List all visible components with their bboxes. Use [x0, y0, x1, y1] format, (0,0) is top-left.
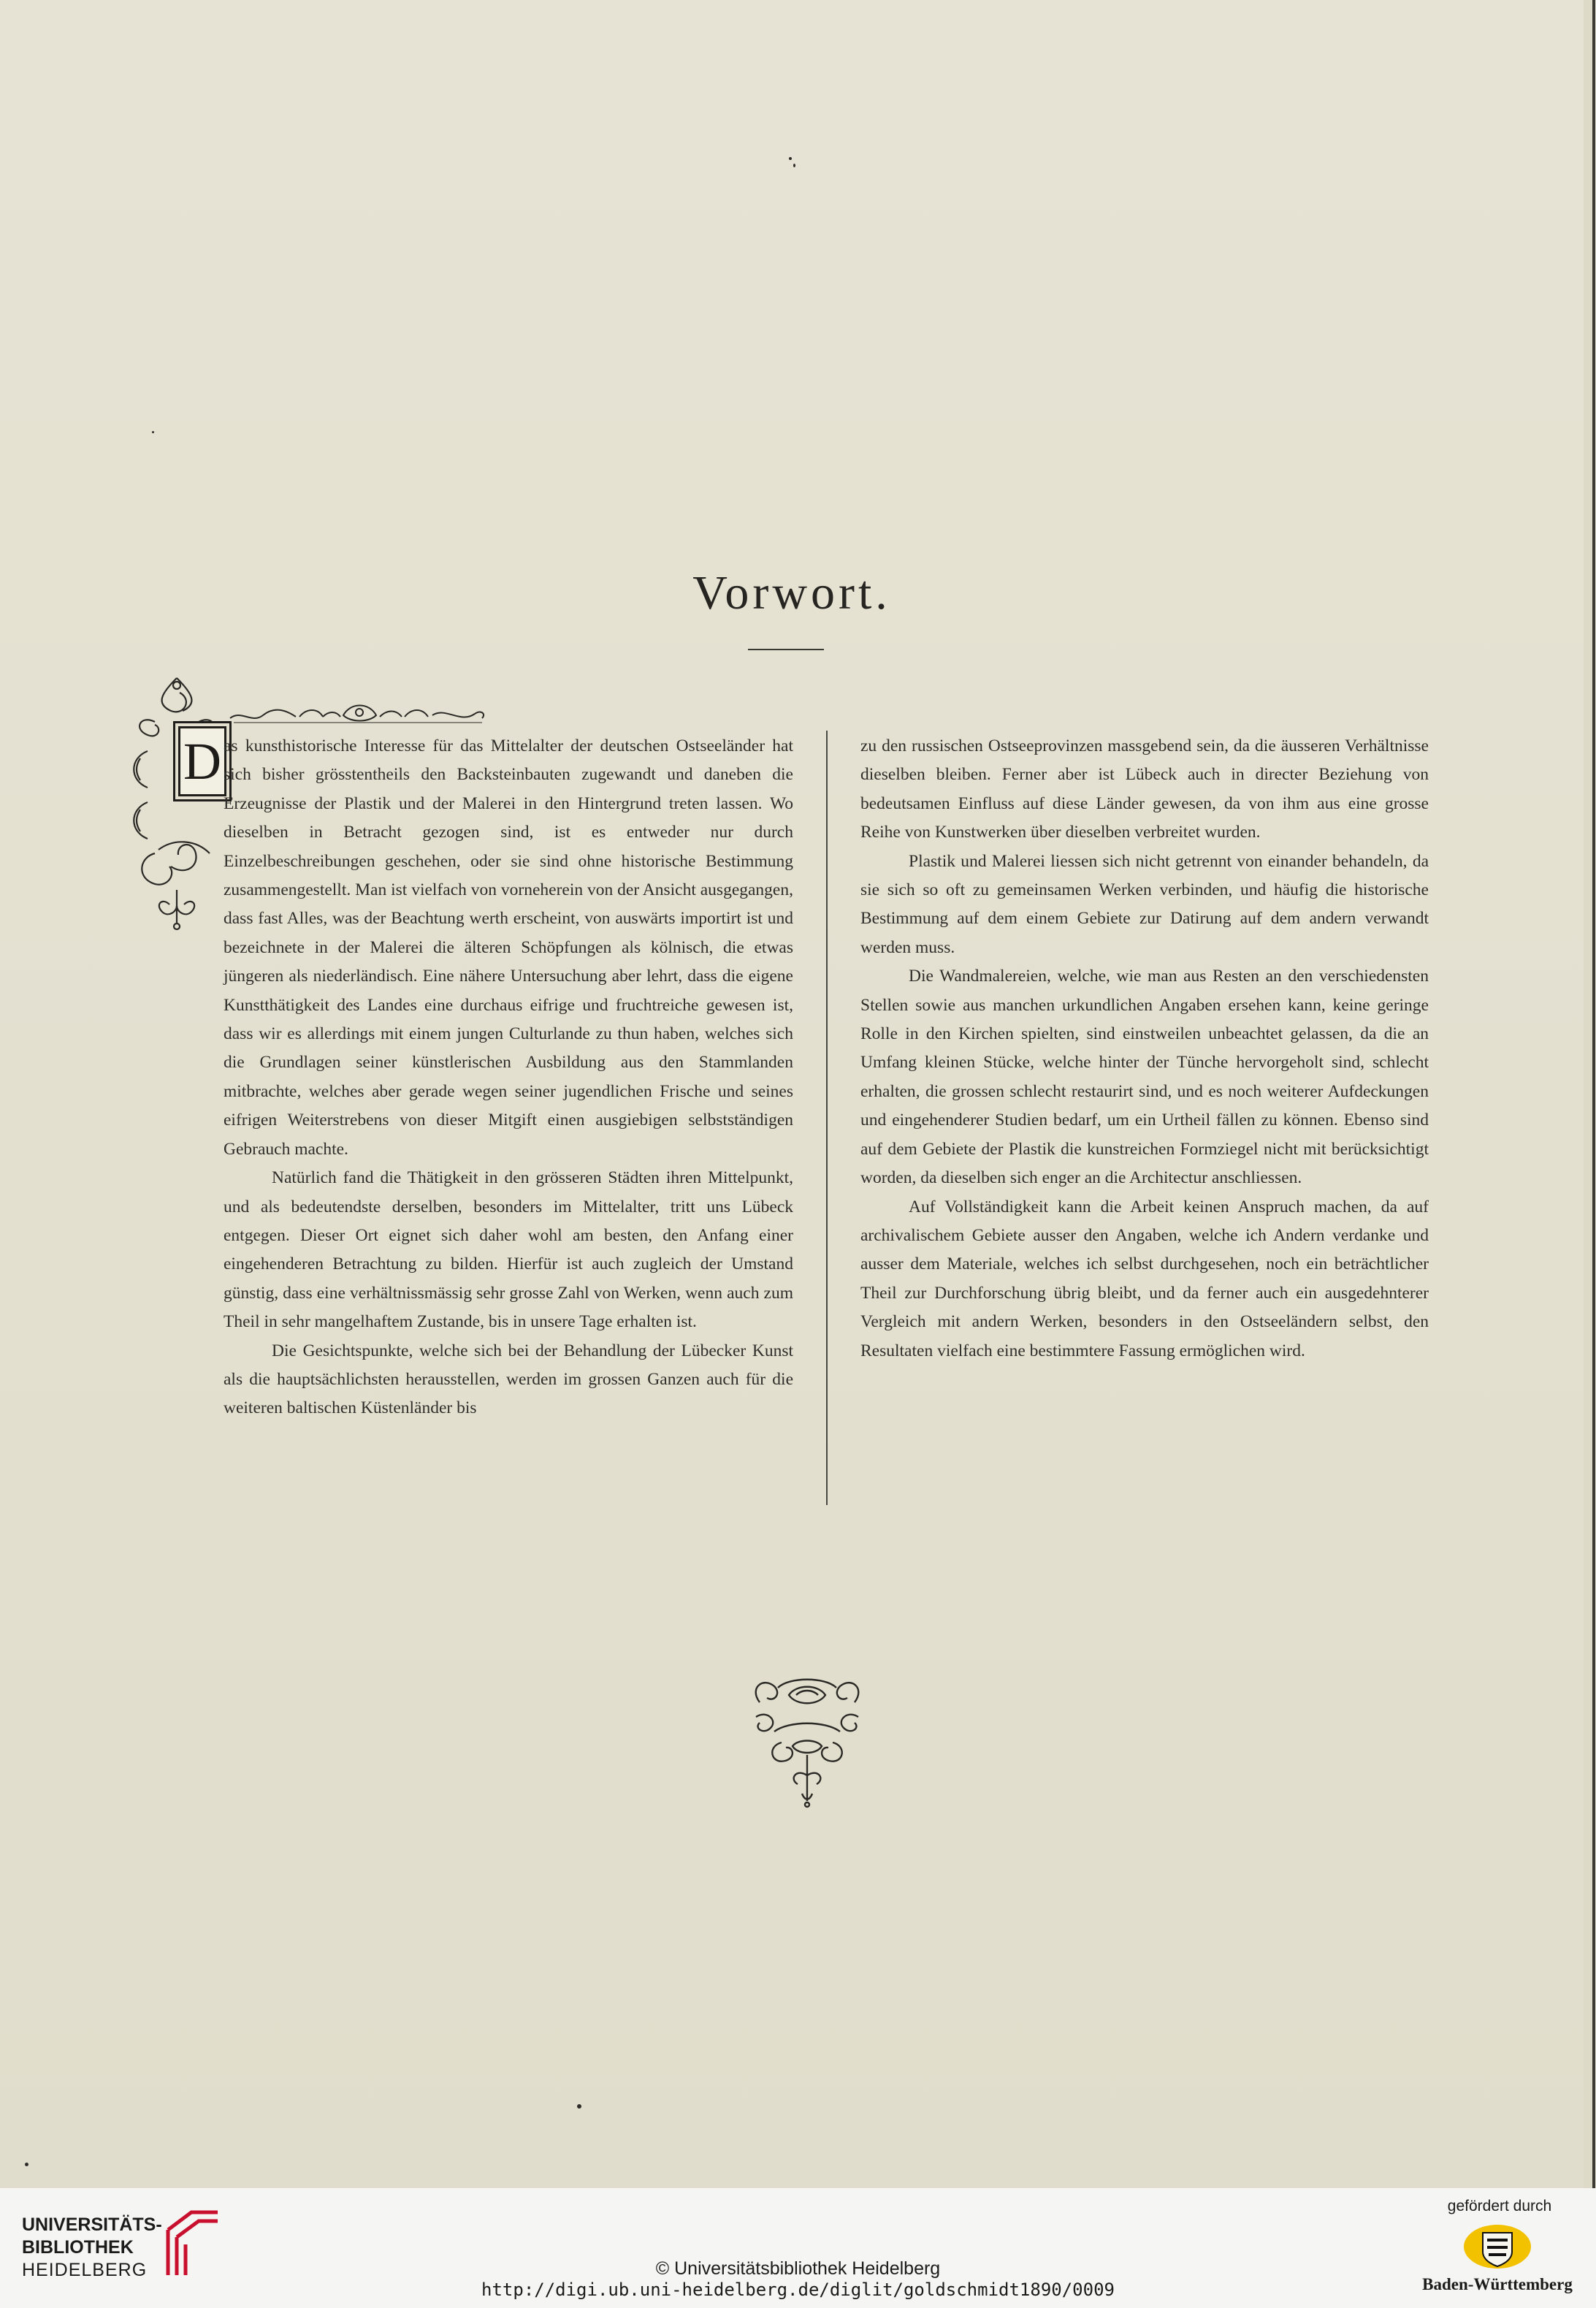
- library-name-line3: HEIDELBERG: [22, 2260, 148, 2280]
- initial-letter: D: [183, 732, 221, 791]
- library-name-line1: UNIVERSITÄTS-: [22, 2214, 162, 2235]
- bw-coat-of-arms-icon: [1461, 2223, 1534, 2271]
- right-paragraph-2: Plastik und Malerei liessen sich nicht getrennt von einander behandeln, da sie sich so oft zu gemeinsamen Werken verbinden, und häufig die historische Bestimmung auf dem einem Gebiete zur Datirung auf dem andern verwandt werden muss.: [860, 851, 1429, 957]
- initial-capital: [178, 726, 226, 796]
- column-divider: [826, 731, 828, 1505]
- head-ornament-icon: [226, 698, 489, 727]
- sponsor-name: Baden-Württemberg: [1422, 2275, 1573, 2293]
- left-paragraph-1: as kunsthistorische Interesse für das Mittelalter der deutschen Ostseeländer hat sich bisher grösstentheils den Backsteinbauten zugewandt und daneben die Erzeugnisse der Plastik und der Malerei in den Hintergrund treten lassen. Wo dieselben in Betracht gezogen sind, ist es entweder nur durch Einzelbeschreibungen geschehen, oder sie sind ohne historische Bestimmung zusammengestellt. Man ist vielfach von vorneherein von der Ansicht ausgegangen, dass fast Alles, was der Beachtung werth erscheint, von auswärts importirt ist und bezeichnete in der Malerei die älteren Schöpfungen als kölnisch, die etwas jüngeren als niederländisch. Eine nähere Untersuchung aber lehrt, dass die eigene Kunstthätigkeit des Landes eine durchaus eifrige und fruchtreiche gewesen ist, dass wir es allerdings mit einem jungen Culturlande zu thun haben, welches sich die Grundlagen seiner künstlerischen Ausbildung aus den Stammlanden mitbrachte, welches aber gerade wegen seiner jugendlichen Frische und seines eifrigen Weiterstrebens von dieser Mitgift einen ausgiebigen selbstständigen Gebrauch machte.: [224, 736, 793, 1159]
- right-column: [860, 732, 1429, 1366]
- permalink-url[interactable]: http://digi.ub.uni-heidelberg.de/diglit/goldschmidt1890/0009: [481, 2280, 1115, 2300]
- title-rule: [748, 649, 824, 650]
- left-column: [224, 732, 793, 1423]
- tail-ornament-icon: [745, 1673, 869, 1812]
- copyright-text: © Universitätsbibliothek Heidelberg: [655, 2258, 941, 2279]
- left-paragraph-2: Natürlich fand die Thätigkeit in den grösseren Städten ihren Mittelpunkt, und als bedeutendste derselben, besonders im Mittelalter, tritt uns Lübeck entgegen. Dieser Ort eignet sich daher wohl am besten, den Anfang einer eingehenderen Betrachtung zu bilden. Hierfür ist auch zugleich der Umstand günstig, dass eine verhältnissmässig sehr grosse Zahl von Werken, wenn auch zum Theil in sehr mangelhaftem Zustande, bis in unsere Tage erhalten ist.: [224, 1168, 793, 1332]
- left-paragraph-3: Die Gesichtspunkte, welche sich bei der Behandlung der Lübecker Kunst als die hauptsächlichsten herausstellen, werden im grossen Ganzen auch für die weiteren baltischen Küstenländer bis: [224, 1341, 793, 1418]
- initial-ornament-icon: [126, 671, 228, 934]
- page-title: Vorwort.: [692, 566, 891, 620]
- library-name-line2: BIBLIOTHEK: [22, 2237, 134, 2258]
- right-paragraph-3: Die Wandmalereien, welche, wie man aus Resten an den verschiedensten Stellen sowie aus manchen urkundlichen Angaben ersehen kann, keine geringe Rolle in den Kirchen spielten, sind einstweilen unbeachtet gelassen, da die an Umfang kleinen Stücke, welche hinter der Tünche hervorgeholt sind, schlecht erhalten, die grossen schlecht restaurirt sind, und es noch weiterer Aufdeckungen und eingehenderer Studien bedarf, um ein Urtheil fällen zu können. Ebenso sind auf dem Gebiete der Plastik die kunstreichen Formziegel nicht mit berücksichtigt worden, da dieselben sich enger an die Architectur anschliessen.: [860, 967, 1429, 1188]
- right-paragraph-4: Auf Vollständigkeit kann die Arbeit keinen Anspruch machen, da auf archivalischem Gebiete ausser den Angaben, welche ich Andern verdanke und ausser dem Materiale, welches ich selbst durchgesehen, noch ein beträchtlicher Theil zur Durchforschung übrig bleibt, und da ferner auch ein ausgedehnterer Vergleich mit andern Werken, besonders in den Ostseeländern selbst, den Resultaten vielfach eine bestimmtere Fassung ermöglichen wird.: [860, 1197, 1429, 1360]
- funded-by-label: gefördert durch: [1447, 2198, 1552, 2214]
- right-paragraph-1: zu den russischen Ostseeprovinzen massgebend sein, da die äusseren Verhältnisse dieselben bleiben. Ferner aber ist Lübeck auch in directer Beziehung von bedeutsamen Einfluss auf diese Länder gewesen, da von ihm aus eine grosse Reihe von Kunstwerken über dieselben verbreitet wurden.: [860, 736, 1429, 842]
